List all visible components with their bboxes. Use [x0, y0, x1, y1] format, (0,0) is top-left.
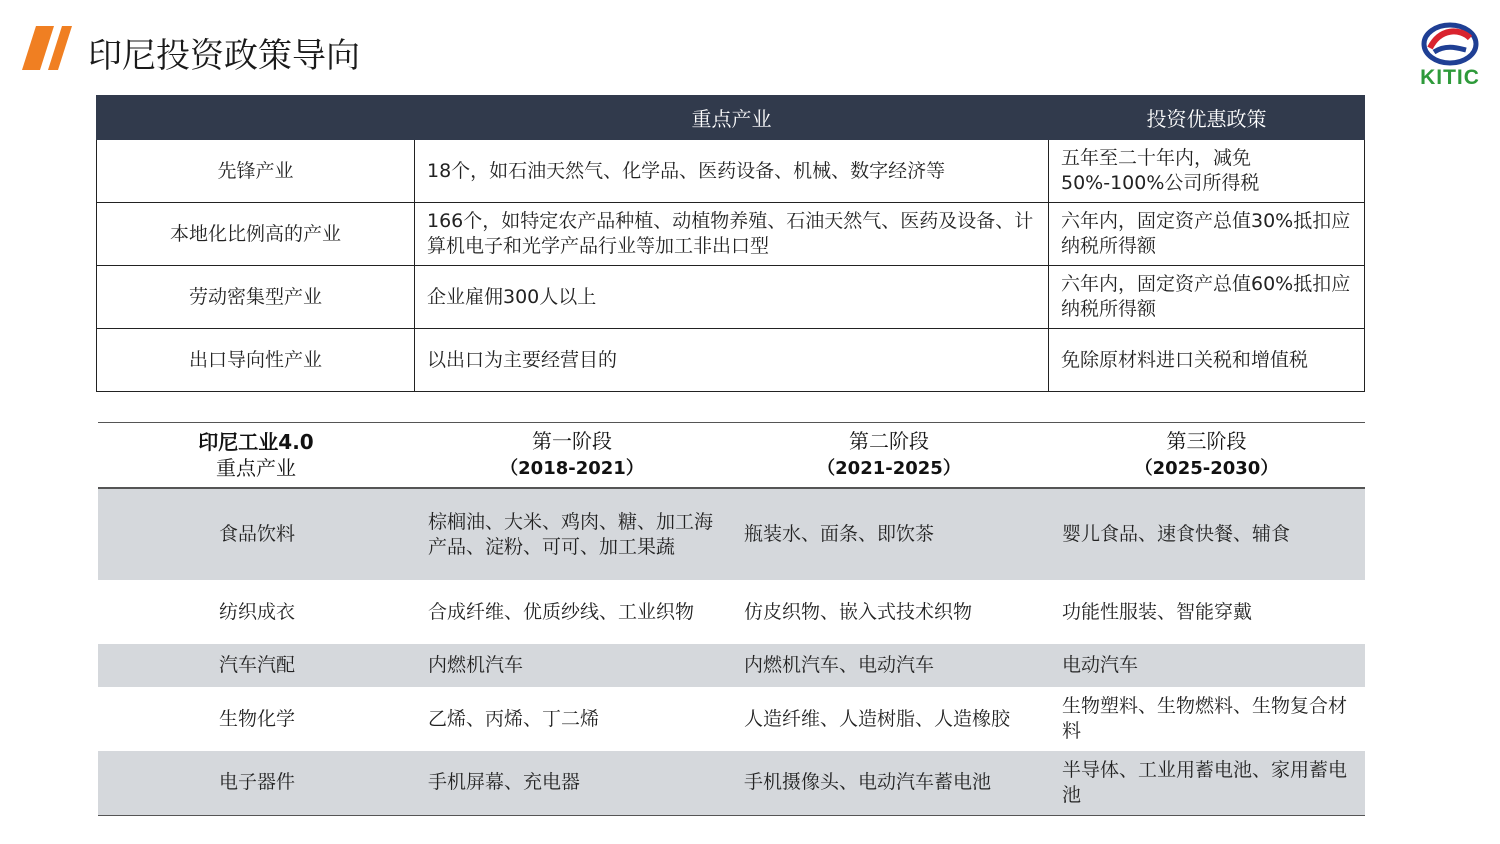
table-cell: 纺织成衣: [218, 600, 295, 623]
page-title: 印尼投资政策导向: [88, 36, 360, 76]
logo-text: KITIC: [1420, 66, 1480, 89]
header-line1: 第三阶段: [1166, 429, 1247, 453]
table-row: [98, 488, 1365, 580]
table-cell: 合成纤维、优质纱线、工业织物: [428, 600, 695, 623]
header-line1: 第一阶段: [532, 429, 612, 453]
header-line2: （2018-2021）: [500, 458, 644, 479]
table-row: [98, 751, 1365, 815]
table2-header-cell: [414, 423, 730, 489]
table-cell: 人造纤维、人造树脂、人造橡胶: [744, 707, 1011, 730]
header-line2: （2025-2030）: [1134, 458, 1279, 479]
header-line2: 重点产业: [216, 456, 296, 480]
table1-header-cell: 重点产业: [415, 96, 1049, 140]
table-cell: 企业雇佣300人以上: [415, 266, 1049, 329]
table-cell: 生物塑料、生物燃料、生物复合材料: [1062, 695, 1348, 742]
industry-4-0-table: [98, 422, 1365, 816]
header-line1: 第二阶段: [849, 429, 929, 453]
table-cell: 166个，如特定农产品种植、动植物养殖、石油天然气、医药及设备、计算机电子和光学产品行业等加工非出口型: [415, 203, 1049, 266]
table-cell: 电子器件: [98, 751, 414, 815]
table1-header-cell: 投资优惠政策: [1049, 96, 1365, 140]
investment-policy-table: [96, 95, 1365, 392]
table-cell: 六年内，固定资产总值30%抵扣应纳税所得额: [1049, 203, 1365, 266]
table-cell: 半导体、工业用蓄电池、家用蓄电池: [1048, 751, 1365, 815]
table-cell: 瓶装水、面条、即饮茶: [730, 488, 1048, 580]
table-cell: 内燃机汽车: [414, 644, 730, 687]
table-cell: 先锋产业: [97, 140, 415, 203]
table-cell: 出口导向性产业: [97, 329, 415, 392]
table-cell: 婴儿食品、速食快餐、辅食: [1048, 488, 1365, 580]
header-line2: （2021-2025）: [817, 458, 961, 479]
table2-header-row: [98, 423, 1365, 489]
table-cell: 食品饮料: [98, 488, 414, 580]
table-row: [98, 687, 1365, 751]
table-cell: 功能性服装、智能穿戴: [1062, 600, 1253, 623]
table2-header-cell: [730, 423, 1048, 489]
table2-header-cell: [98, 423, 414, 489]
table-cell: 五年至二十年内，减免50%-100%公司所得税: [1049, 140, 1365, 203]
table-cell: 免除原材料进口关税和增值税: [1049, 329, 1365, 392]
table1-header-cell: [97, 96, 415, 140]
header-line1: 印尼工业4.0: [198, 430, 314, 454]
table-cell: 汽车汽配: [98, 644, 414, 687]
table-cell: 六年内，固定资产总值60%抵扣应纳税所得额: [1049, 266, 1365, 329]
table2-header-cell: [1048, 423, 1365, 489]
table-row: [98, 644, 1365, 687]
table-row: [97, 329, 1365, 392]
table-cell: 以出口为主要经营目的: [415, 329, 1049, 392]
table1-header-row: [97, 96, 1365, 140]
table-cell: 仿皮织物、嵌入式技术织物: [744, 600, 973, 623]
table-cell: 乙烯、丙烯、丁二烯: [428, 707, 600, 730]
title-slash-icon: [22, 24, 82, 72]
table-row: [98, 580, 1365, 644]
table-row: [97, 266, 1365, 329]
table-cell: 手机屏幕、充电器: [414, 751, 730, 815]
table-cell: 手机摄像头、电动汽车蓄电池: [730, 751, 1048, 815]
table-cell: 棕榈油、大米、鸡肉、糖、加工海产品、淀粉、可可、加工果蔬: [414, 488, 730, 580]
table-cell: 电动汽车: [1048, 644, 1365, 687]
table-cell: 生物化学: [218, 707, 295, 730]
table-cell: 本地化比例高的产业: [97, 203, 415, 266]
table-row: [97, 140, 1365, 203]
table-row: [97, 203, 1365, 266]
table-cell: 劳动密集型产业: [97, 266, 415, 329]
table-cell: 18个，如石油天然气、化学品、医药设备、机械、数字经济等: [415, 140, 1049, 203]
table-cell: 内燃机汽车、电动汽车: [730, 644, 1048, 687]
kitic-emblem-icon: [1412, 22, 1488, 68]
kitic-logo: [1412, 22, 1488, 96]
